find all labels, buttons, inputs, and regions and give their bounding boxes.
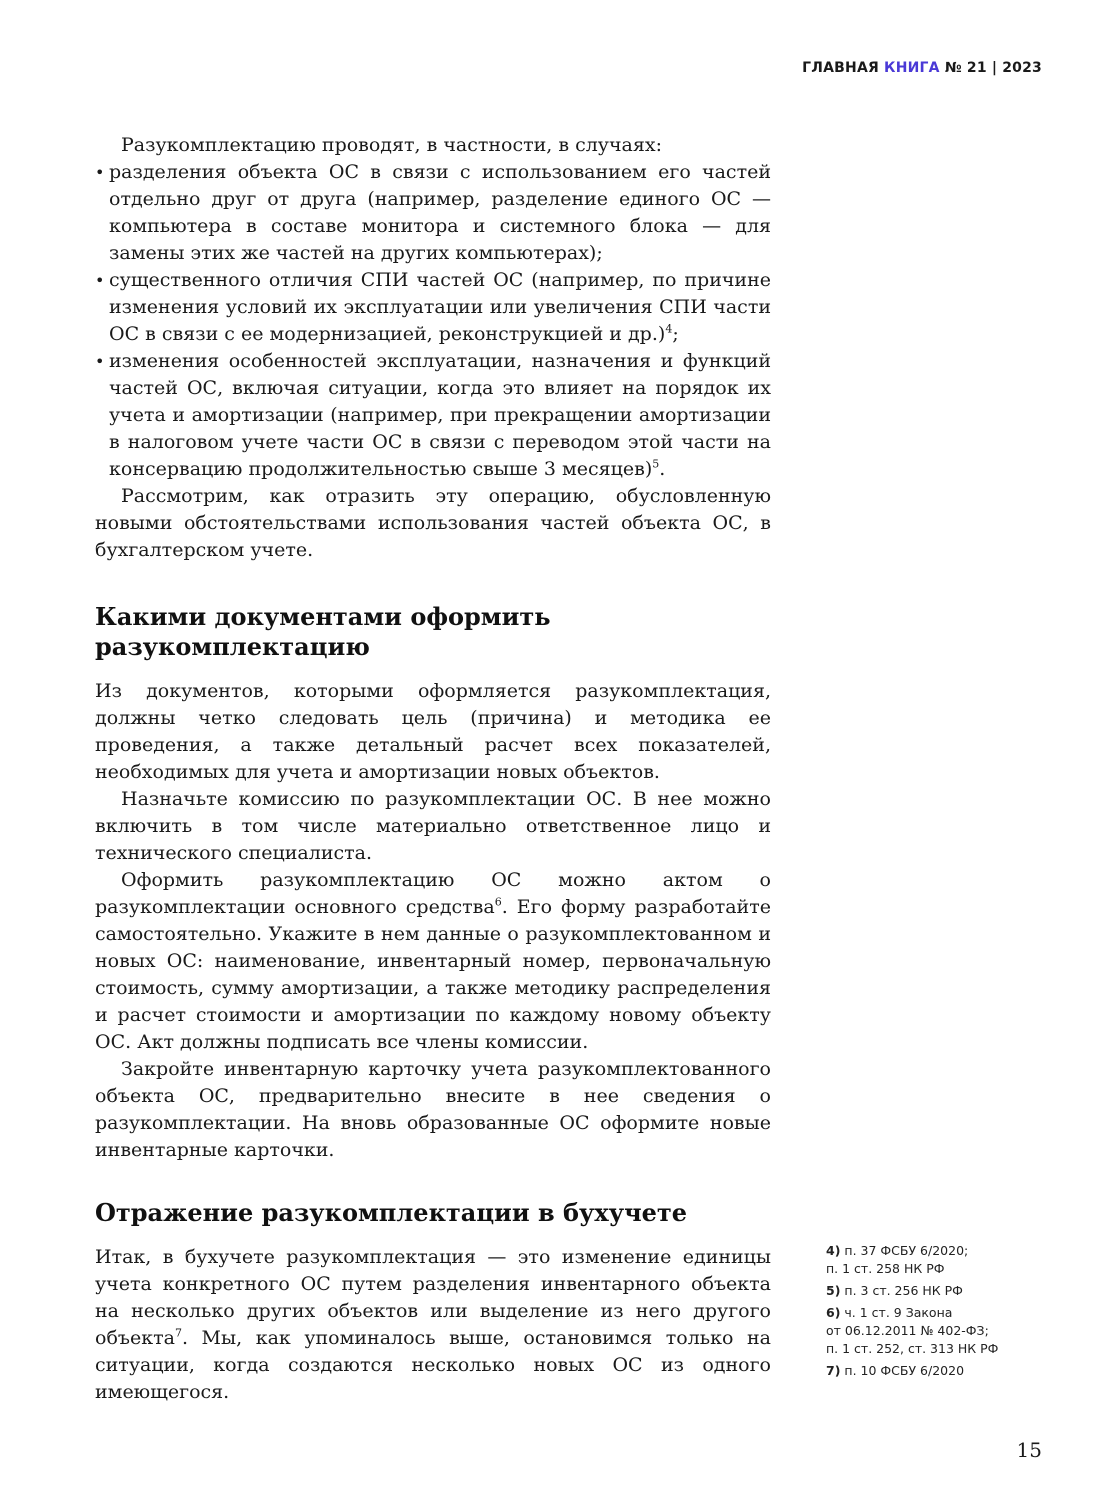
footnote-number: 7) xyxy=(826,1363,841,1378)
footnote-ref: 6 xyxy=(494,895,502,909)
list-item-text: существенного отличия СПИ частей ОС (например, по причине изменения условий их эксплуатации или увеличения СПИ части ОС в связи с ее модернизацией, реконструкцией и др.) xyxy=(109,269,771,345)
footnote-ref: 7 xyxy=(174,1326,182,1340)
footnote-text: п. 1 ст. 258 НК РФ xyxy=(826,1261,945,1276)
bullet-icon: • xyxy=(95,352,105,371)
footnote-text: п. 1 ст. 252, ст. 313 НК РФ xyxy=(826,1341,999,1356)
footnotes xyxy=(826,1242,1046,1384)
paragraph-text: Оформить разукомплектацию ОС можно актом о разукомплектации основного средства xyxy=(95,869,771,918)
paragraph-text: Итак, в бухучете разукомплектация — это изменение единицы учета конкретного ОС путем разделения инвентарного объекта на несколько других объектов или выделение из него другого объекта xyxy=(95,1246,771,1349)
list-item xyxy=(95,267,771,348)
list-item-punct: . xyxy=(659,458,666,480)
heading-line: Какими документами оформить xyxy=(95,602,551,631)
commission-paragraph: Назначьте комиссию по разукомплектации ОС. В нее можно включить в том числе материально ответственное лицо и технического специалиста. xyxy=(95,788,771,864)
final-paragraph xyxy=(95,1244,771,1406)
footnote-4 xyxy=(826,1242,1046,1278)
intro-paragraph: Разукомплектацию проводят, в частности, в случаях: xyxy=(121,134,662,156)
footnote-text: п. 3 ст. 256 НК РФ xyxy=(844,1283,963,1298)
act-paragraph xyxy=(95,867,771,1056)
footnote-6 xyxy=(826,1304,1046,1358)
consider-paragraph: Рассмотрим, как отразить эту операцию, обусловленную новыми обстоятельствами использования частей объекта ОС, в бухгалтерском учете. xyxy=(95,485,771,561)
footnote-text: п. 37 ФСБУ 6/2020; xyxy=(844,1243,969,1258)
heading-line: разукомплектацию xyxy=(95,632,370,661)
footnote-text: ч. 1 ст. 9 Закона xyxy=(844,1305,953,1320)
bullet-icon: • xyxy=(95,271,105,290)
list-item-punct: ; xyxy=(672,323,679,345)
list-item-text: разделения объекта ОС в связи с использованием его частей отдельно друг от друга (например, разделение единого ОС — компьютера в составе монитора и системного блока — для замены этих же частей на других компьютерах); xyxy=(109,161,771,264)
bullet-icon: • xyxy=(95,163,105,182)
section-heading-documents xyxy=(95,602,771,662)
footnote-5 xyxy=(826,1282,1046,1300)
paragraph-text: . Мы, как упоминалось выше, остановимся только на ситуации, когда создаются несколько новых ОС из одного имеющегося. xyxy=(95,1327,771,1403)
paragraph-text: . Его форму разработайте самостоятельно. Укажите в нем данные о разукомплектованном и новых ОС: наименование, инвентарный номер, первоначальную стоимость, сумму амортизации, а также методику распределения и расчет стоимости и амортизации по каждому новому объекту ОС. Акт должны подписать все члены комиссии. xyxy=(95,896,771,1053)
footnote-text: от 06.12.2011 № 402-ФЗ; xyxy=(826,1323,989,1338)
page-number: 15 xyxy=(1016,1438,1042,1462)
list-item xyxy=(95,348,771,483)
masthead-brand: ГЛАВНАЯ xyxy=(802,60,879,76)
footnote-number: 4) xyxy=(826,1243,841,1258)
footnote-ref: 5 xyxy=(652,457,660,471)
footnote-number: 6) xyxy=(826,1305,841,1320)
footnote-text: п. 10 ФСБУ 6/2020 xyxy=(844,1363,965,1378)
section-heading-accounting: Отражение разукомплектации в бухучете xyxy=(95,1198,688,1227)
masthead-brand-accent: КНИГА xyxy=(884,60,940,76)
docs-paragraph: Из документов, которыми оформляется разукомплектация, должны четко следовать цель (причина) и методика ее проведения, а также детальный расчет всех показателей, необходимых для учета и амортизации новых объектов. xyxy=(95,680,771,783)
list-item-text: изменения особенностей эксплуатации, назначения и функций частей ОС, включая ситуации, когда это влияет на порядок их учета и амортизации (например, при прекращении амортизации в налоговом учете части ОС в связи с переводом этой части на консервацию продолжительностью свыше 3 месяцев) xyxy=(109,350,771,480)
list-item xyxy=(95,159,771,267)
footnote-7 xyxy=(826,1362,1046,1380)
footnote-number: 5) xyxy=(826,1283,841,1298)
footnote-ref: 4 xyxy=(665,322,673,336)
main-column xyxy=(95,132,771,1406)
masthead xyxy=(802,60,1042,76)
masthead-issue: № 21 | 2023 xyxy=(944,60,1042,76)
card-paragraph: Закройте инвентарную карточку учета разукомплектованного объекта ОС, предварительно внесите в нее сведения о разукомплектации. На вновь образованные ОС оформите новые инвентарные карточки. xyxy=(95,1058,771,1161)
bullet-list xyxy=(95,159,771,483)
